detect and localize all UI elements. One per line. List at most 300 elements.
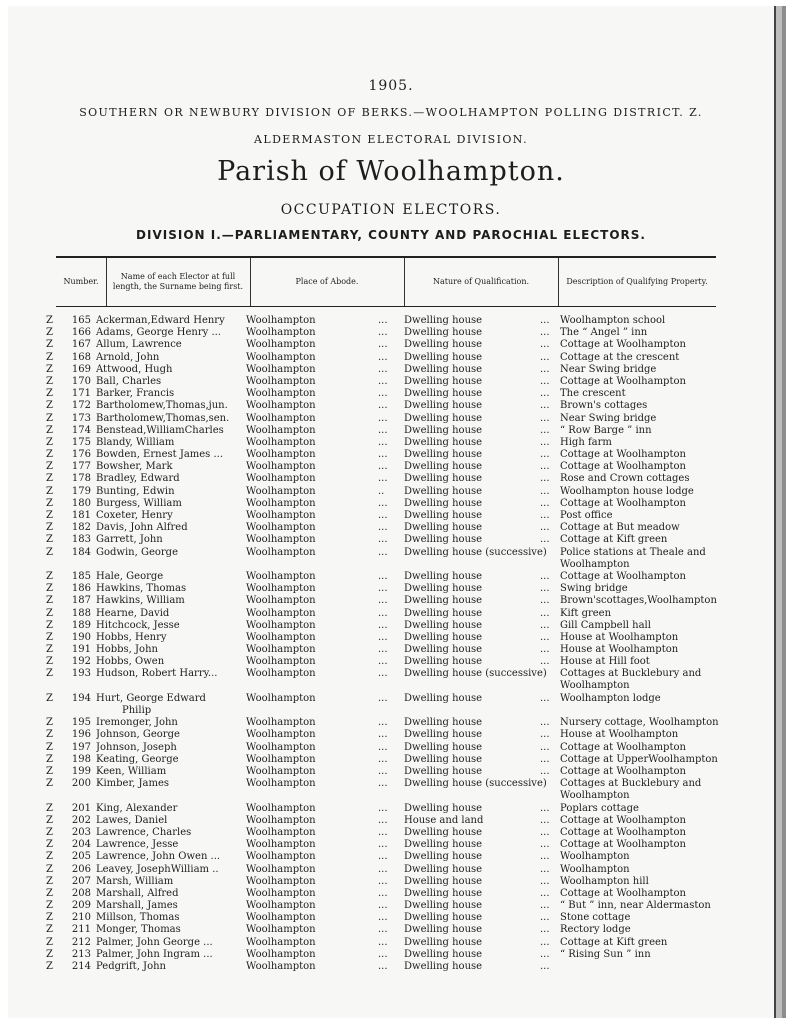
elector-number: 182: [71, 522, 91, 534]
table-row: [8, 571, 774, 583]
elector-number: 203: [71, 826, 91, 838]
table-row: [8, 595, 774, 607]
qualification-nature: Dwelling house: [404, 948, 483, 960]
leader-dots: ...: [378, 729, 388, 741]
polling-district-letter: Z: [46, 668, 53, 680]
elector-number: 197: [71, 741, 91, 753]
table-row: [8, 376, 774, 388]
property-description: Cottage at UpperWoolhampton: [560, 753, 718, 765]
leader-dots: ...: [540, 449, 550, 461]
elector-name: Ball, Charles: [96, 375, 162, 387]
property-description: Near Swing bridge: [560, 412, 657, 424]
qualification-nature: Dwelling house: [404, 961, 483, 972]
elector-number: 186: [71, 583, 91, 595]
leader-dots: ...: [540, 741, 550, 753]
elector-name: Hobbs, John: [96, 644, 158, 656]
elector-name: Marshall, James: [96, 900, 178, 912]
leader-dots: ...: [378, 461, 388, 473]
polling-district-letter: Z: [46, 546, 53, 558]
leader-dots: ...: [540, 510, 550, 521]
elector-number: 175: [71, 436, 91, 448]
polling-district-letter: Z: [46, 522, 53, 534]
polling-district-letter: Z: [46, 436, 53, 448]
elector-name: Marshall, Alfred: [96, 887, 179, 899]
leader-dots: ...: [540, 473, 550, 485]
table-row: [8, 656, 774, 668]
leader-dots: ...: [378, 327, 388, 339]
elector-name: Attwood, Hugh: [96, 363, 173, 375]
leader-dots: ...: [378, 497, 388, 509]
leader-dots: ...: [378, 851, 388, 863]
qualification-nature: Dwelling house: [404, 717, 483, 729]
leader-dots: ...: [540, 851, 550, 863]
qualification-nature: Dwelling house: [404, 753, 483, 765]
qualification-nature: Dwelling house: [404, 900, 483, 912]
elector-name: Pedgrift, John: [96, 961, 166, 972]
leader-dots: ...: [378, 631, 388, 643]
elector-number: 179: [71, 485, 91, 497]
leader-dots: ...: [378, 315, 388, 326]
table-row: [8, 803, 774, 815]
leader-dots: ...: [378, 363, 388, 375]
leader-dots: ...: [540, 753, 550, 765]
qualification-nature: Dwelling house: [404, 534, 483, 546]
qualification-nature: Dwelling house: [404, 497, 483, 509]
table-row: [8, 827, 774, 839]
division-subheading: DIVISION I.—PARLIAMENTARY, COUNTY AND PAROCHIAL ELECTORS.: [136, 228, 646, 242]
table-row: [8, 778, 774, 802]
table-row: [8, 912, 774, 924]
elector-number: 181: [71, 510, 91, 521]
place-of-abode: Woolhampton: [246, 814, 316, 826]
qualification-nature: Dwelling house: [404, 802, 483, 814]
place-of-abode: Woolhampton: [246, 936, 316, 948]
leader-dots: ...: [378, 546, 388, 558]
property-description: Cottages at Bucklebury and Woolhampton: [560, 668, 702, 692]
place-of-abode: Woolhampton: [246, 546, 316, 558]
table-row: [8, 327, 774, 339]
leader-dots: ...: [540, 424, 550, 436]
place-of-abode: Woolhampton: [246, 497, 316, 509]
polling-district-letter: Z: [46, 875, 53, 887]
leader-dots: ...: [378, 570, 388, 582]
property-description: Near Swing bridge: [560, 363, 657, 375]
leader-dots: ...: [378, 375, 388, 387]
elector-name-continuation: Philip: [122, 704, 152, 716]
leader-dots: ...: [540, 717, 550, 729]
elector-name: Hudson, Robert Harry...: [96, 668, 218, 680]
place-of-abode: Woolhampton: [246, 741, 316, 753]
qualification-nature: Dwelling house: [404, 339, 483, 351]
property-description: House at Hill foot: [560, 656, 650, 668]
leader-dots: ...: [378, 644, 388, 656]
leader-dots: ...: [378, 961, 388, 972]
qualification-nature: Dwelling house: [404, 607, 483, 619]
table-row: [8, 547, 774, 571]
elector-name: Millson, Thomas: [96, 912, 180, 924]
leader-dots: ...: [378, 912, 388, 924]
leader-dots: ...: [378, 510, 388, 521]
column-header-description: Description of Qualifying Property.: [566, 277, 708, 286]
qualification-nature: Dwelling house: [404, 510, 483, 521]
leader-dots: ...: [540, 814, 550, 826]
elector-number: 172: [71, 400, 91, 412]
property-description: Cottage at the crescent: [560, 351, 680, 363]
polling-district-letter: Z: [46, 327, 53, 339]
elector-number: 196: [71, 729, 91, 741]
leader-dots: ...: [540, 485, 550, 497]
qualification-nature: Dwelling house: [404, 851, 483, 863]
qualification-nature: Dwelling house: [404, 644, 483, 656]
qualification-nature: Dwelling house: [404, 327, 483, 339]
elector-name: Coxeter, Henry: [96, 510, 173, 521]
place-of-abode: Woolhampton: [246, 412, 316, 424]
elector-name: Monger, Thomas: [96, 924, 181, 936]
place-of-abode: Woolhampton: [246, 631, 316, 643]
property-description: Woolhampton lodge: [560, 692, 661, 704]
place-of-abode: Woolhampton: [246, 668, 316, 680]
table-row: [8, 644, 774, 656]
leader-dots: ...: [540, 631, 550, 643]
elector-number: 195: [71, 717, 91, 729]
leader-dots: ...: [378, 534, 388, 546]
table-row: [8, 352, 774, 364]
place-of-abode: Woolhampton: [246, 315, 316, 326]
table-row: [8, 839, 774, 851]
qualification-nature: Dwelling house: [404, 729, 483, 741]
leader-dots: ...: [378, 802, 388, 814]
table-row: [8, 534, 774, 546]
elector-name: Hobbs, Henry: [96, 631, 167, 643]
elector-name: Johnson, Joseph: [96, 741, 177, 753]
qualification-nature: Dwelling house: [404, 839, 483, 851]
polling-district-letter: Z: [46, 570, 53, 582]
property-description: Cottage at Woolhampton: [560, 887, 686, 899]
table-row: [8, 425, 774, 437]
leader-dots: ...: [378, 900, 388, 912]
elector-number: 176: [71, 449, 91, 461]
place-of-abode: Woolhampton: [246, 473, 316, 485]
table-row: [8, 449, 774, 461]
elector-name: Allum, Lawrence: [96, 339, 182, 351]
qualification-nature: Dwelling house (successive): [404, 668, 547, 680]
qualification-nature: House and land: [404, 814, 484, 826]
leader-dots: ...: [378, 436, 388, 448]
qualification-nature: Dwelling house: [404, 424, 483, 436]
elector-name: Iremonger, John: [96, 717, 178, 729]
property-description: Cottages at Bucklebury and Woolhampton: [560, 778, 702, 802]
place-of-abode: Woolhampton: [246, 485, 316, 497]
elector-name: Hobbs, Owen: [96, 656, 165, 668]
elector-name: Benstead,WilliamCharles: [96, 424, 224, 436]
elector-name: Burgess, William: [96, 497, 182, 509]
property-description: Swing bridge: [560, 583, 628, 595]
place-of-abode: Woolhampton: [246, 607, 316, 619]
table-row: [8, 900, 774, 912]
elector-name: Lawes, Daniel: [96, 814, 168, 826]
leader-dots: ...: [540, 388, 550, 400]
elector-number: 188: [71, 607, 91, 619]
elector-name: Lawrence, John Owen ...: [96, 851, 221, 863]
table-row: [8, 876, 774, 888]
column-header-nature: Nature of Qualification.: [404, 258, 559, 306]
place-of-abode: Woolhampton: [246, 522, 316, 534]
table-row: [8, 473, 774, 485]
elector-name: Bradley, Edward: [96, 473, 180, 485]
place-of-abode: Woolhampton: [246, 826, 316, 838]
property-description: Stone cottage: [560, 912, 631, 924]
elector-name: Leavey, JosephWilliam ..: [96, 863, 219, 875]
elector-number: 174: [71, 424, 91, 436]
leader-dots: ...: [540, 692, 550, 704]
elector-name: King, Alexander: [96, 802, 178, 814]
elector-number: 183: [71, 534, 91, 546]
qualification-nature: Dwelling house: [404, 631, 483, 643]
qualification-nature: Dwelling house: [404, 412, 483, 424]
property-description: Poplars cottage: [560, 802, 639, 814]
property-description: House at Woolhampton: [560, 644, 679, 656]
polling-district-letter: Z: [46, 717, 53, 729]
table-row: [8, 486, 774, 498]
leader-dots: ...: [378, 583, 388, 595]
leader-dots: ...: [540, 656, 550, 668]
table-row: [8, 608, 774, 620]
polling-district-letter: Z: [46, 412, 53, 424]
place-of-abode: Woolhampton: [246, 765, 316, 777]
qualification-nature: Dwelling house: [404, 863, 483, 875]
leader-dots: ...: [540, 400, 550, 412]
elector-name: Barker, Francis: [96, 388, 175, 400]
qualification-nature: Dwelling house: [404, 765, 483, 777]
leader-dots: ...: [540, 839, 550, 851]
property-description: Cottage at Woolhampton: [560, 339, 686, 351]
property-description: Woolhampton hill: [560, 875, 649, 887]
qualification-nature: Dwelling house: [404, 741, 483, 753]
elector-name: Bowden, Ernest James ...: [96, 449, 224, 461]
elector-name: Ackerman,Edward Henry: [96, 315, 225, 326]
qualification-nature: Dwelling house: [404, 583, 483, 595]
polling-district-letter: Z: [46, 315, 53, 326]
leader-dots: ...: [378, 412, 388, 424]
table-row: [8, 498, 774, 510]
elector-number: 200: [71, 778, 91, 790]
elector-list: [8, 315, 774, 973]
leader-dots: ...: [540, 497, 550, 509]
elector-name: Arnold, John: [96, 351, 160, 363]
property-description: Woolhampton school: [560, 315, 666, 326]
elector-number: 202: [71, 814, 91, 826]
elector-name: Bunting, Edwin: [96, 485, 175, 497]
polling-district-letter: Z: [46, 485, 53, 497]
leader-dots: ...: [378, 741, 388, 753]
place-of-abode: Woolhampton: [246, 436, 316, 448]
leader-dots: ...: [540, 595, 550, 607]
leader-dots: ...: [378, 656, 388, 668]
place-of-abode: Woolhampton: [246, 729, 316, 741]
place-of-abode: Woolhampton: [246, 619, 316, 631]
elector-number: 168: [71, 351, 91, 363]
leader-dots: ...: [378, 826, 388, 838]
division-heading: SOUTHERN OR NEWBURY DIVISION OF BERKS.—WOOLHAMPTON POLLING DISTRICT. Z.: [79, 106, 703, 119]
property-description: Post office: [560, 510, 613, 521]
polling-district-letter: Z: [46, 814, 53, 826]
polling-district-letter: Z: [46, 863, 53, 875]
property-description: Cottage at Woolhampton: [560, 497, 686, 509]
elector-number: 184: [71, 546, 91, 558]
property-description: Rose and Crown cottages: [560, 473, 690, 485]
elector-number: 204: [71, 839, 91, 851]
elector-number: 170: [71, 375, 91, 387]
table-row: [8, 583, 774, 595]
table-row: [8, 717, 774, 729]
place-of-abode: Woolhampton: [246, 595, 316, 607]
elector-number: 212: [71, 936, 91, 948]
qualification-nature: Dwelling house: [404, 912, 483, 924]
elector-name: Marsh, William: [96, 875, 174, 887]
qualification-nature: Dwelling house: [404, 924, 483, 936]
elector-name: Bartholomew,Thomas,jun.: [96, 400, 228, 412]
elector-name: Hurt, George Edward: [96, 692, 206, 704]
elector-name: Palmer, John Ingram ...: [96, 948, 213, 960]
leader-dots: ...: [540, 765, 550, 777]
place-of-abode: Woolhampton: [246, 327, 316, 339]
polling-district-letter: Z: [46, 388, 53, 400]
qualification-nature: Dwelling house: [404, 449, 483, 461]
polling-district-letter: Z: [46, 826, 53, 838]
table-row: [8, 522, 774, 534]
elector-name: Hitchcock, Jesse: [96, 619, 180, 631]
leader-dots: ...: [540, 363, 550, 375]
leader-dots: ...: [540, 315, 550, 326]
place-of-abode: Woolhampton: [246, 656, 316, 668]
qualification-nature: Dwelling house: [404, 485, 483, 497]
property-description: “ But ” inn, near Aldermaston: [560, 900, 711, 912]
leader-dots: ...: [378, 351, 388, 363]
property-description: “ Row Barge ” inn: [560, 424, 652, 436]
leader-dots: ...: [378, 814, 388, 826]
table-row: [8, 729, 774, 741]
elector-name: Johnson, George: [96, 729, 180, 741]
polling-district-letter: Z: [46, 449, 53, 461]
elector-number: 208: [71, 887, 91, 899]
property-description: Cottage at Woolhampton: [560, 839, 686, 851]
polling-district-letter: Z: [46, 473, 53, 485]
year-heading: 1905.: [368, 78, 414, 94]
elector-number: 201: [71, 802, 91, 814]
elector-number: 213: [71, 948, 91, 960]
table-row: [8, 754, 774, 766]
elector-name: Godwin, George: [96, 546, 178, 558]
place-of-abode: Woolhampton: [246, 961, 316, 972]
leader-dots: ...: [378, 473, 388, 485]
elector-number: 185: [71, 570, 91, 582]
leader-dots: ...: [540, 339, 550, 351]
qualification-nature: Dwelling house (successive): [404, 546, 547, 558]
polling-district-letter: Z: [46, 802, 53, 814]
qualification-nature: Dwelling house: [404, 436, 483, 448]
place-of-abode: Woolhampton: [246, 839, 316, 851]
elector-number: 192: [71, 656, 91, 668]
qualification-nature: Dwelling house: [404, 619, 483, 631]
table-row: [8, 815, 774, 827]
property-description: Cottage at But meadow: [560, 522, 680, 534]
leader-dots: ...: [540, 936, 550, 948]
leader-dots: ...: [540, 327, 550, 339]
place-of-abode: Woolhampton: [246, 339, 316, 351]
polling-district-letter: Z: [46, 900, 53, 912]
table-row: [8, 888, 774, 900]
table-row: [8, 766, 774, 778]
polling-district-letter: Z: [46, 936, 53, 948]
polling-district-letter: Z: [46, 692, 53, 704]
leader-dots: ...: [378, 619, 388, 631]
elector-number: 209: [71, 900, 91, 912]
elector-name: Hale, George: [96, 570, 164, 582]
property-description: “ Rising Sun ” inn: [560, 948, 651, 960]
place-of-abode: Woolhampton: [246, 912, 316, 924]
elector-name: Bowsher, Mark: [96, 461, 173, 473]
place-of-abode: Woolhampton: [246, 948, 316, 960]
place-of-abode: Woolhampton: [246, 388, 316, 400]
property-description: Cottage at Kift green: [560, 936, 668, 948]
polling-district-letter: Z: [46, 400, 53, 412]
place-of-abode: Woolhampton: [246, 351, 316, 363]
table-row: [8, 461, 774, 473]
property-description: The crescent: [560, 388, 626, 400]
leader-dots: ...: [378, 717, 388, 729]
elector-number: 206: [71, 863, 91, 875]
property-description: Cottage at Woolhampton: [560, 570, 686, 582]
qualification-nature: Dwelling house: [404, 656, 483, 668]
property-description: Woolhampton house lodge: [560, 485, 694, 497]
property-description: Brown's cottages: [560, 400, 648, 412]
qualification-nature: Dwelling house: [404, 692, 483, 704]
place-of-abode: Woolhampton: [246, 924, 316, 936]
place-of-abode: Woolhampton: [246, 851, 316, 863]
leader-dots: ...: [540, 607, 550, 619]
table-header: [56, 256, 716, 307]
elector-number: 171: [71, 388, 91, 400]
qualification-nature: Dwelling house: [404, 826, 483, 838]
elector-name: Lawrence, Charles: [96, 826, 192, 838]
table-row: [8, 364, 774, 376]
elector-name: Keen, William: [96, 765, 167, 777]
leader-dots: ...: [378, 522, 388, 534]
occupation-heading: OCCUPATION ELECTORS.: [280, 202, 502, 218]
qualification-nature: Dwelling house: [404, 400, 483, 412]
table-row: [8, 693, 774, 717]
property-description: The “ Angel ” inn: [560, 327, 648, 339]
leader-dots: ...: [540, 583, 550, 595]
polling-district-letter: Z: [46, 510, 53, 521]
polling-district-letter: Z: [46, 778, 53, 790]
polling-district-letter: Z: [46, 607, 53, 619]
polling-district-letter: Z: [46, 424, 53, 436]
leader-dots: ...: [540, 912, 550, 924]
property-description: Cottage at Woolhampton: [560, 826, 686, 838]
elector-number: 166: [71, 327, 91, 339]
elector-number: 193: [71, 668, 91, 680]
place-of-abode: Woolhampton: [246, 363, 316, 375]
property-description: Cottage at Woolhampton: [560, 449, 686, 461]
place-of-abode: Woolhampton: [246, 644, 316, 656]
leader-dots: ...: [540, 436, 550, 448]
polling-district-letter: Z: [46, 339, 53, 351]
leader-dots: ...: [378, 668, 388, 680]
place-of-abode: Woolhampton: [246, 424, 316, 436]
qualification-nature: Dwelling house: [404, 595, 483, 607]
elector-name: Lawrence, Jesse: [96, 839, 179, 851]
